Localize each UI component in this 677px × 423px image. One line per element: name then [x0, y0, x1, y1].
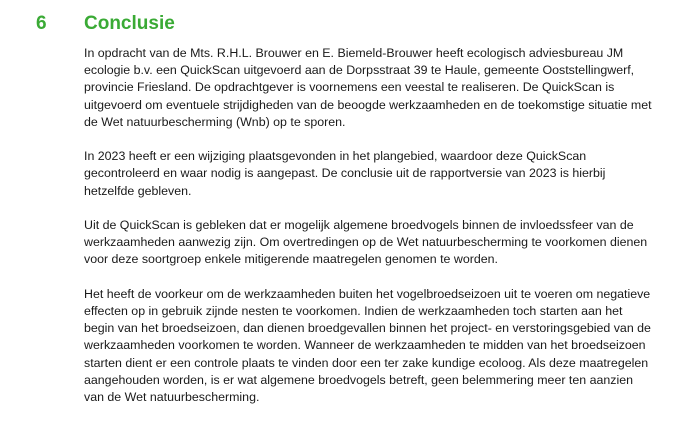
paragraph-recommendations: Het heeft de voorkeur om de werkzaamheden buiten het vogelbroedseizoen uit te voeren om negatieve effecten op in gebruik zijnde nesten te voorkomen. Indien de werkzaamheden toch starten aan het begin van het broedseizoen, dan dienen broedgevallen binnen het project- en verstoringsgebied van de werkzaamheden voorkomen te worden. Wanneer de werkzaamheden te midden van het broedseizoen starten dient er een controle plaats te vinden door een ter zake kundige ecoloog. Als deze maatregelen aangehouden worden, is er wat algemene broedvogels betreft, geen belemmering meer ten aanzien van de Wet natuurbescherming. — [84, 286, 651, 405]
paragraph-update-2023: In 2023 heeft er een wijziging plaatsgevonden in het plangebied, waardoor deze QuickScan gecontroleerd en waar nodig is aangepast. De conclusie uit de rapportversie van 2023 is hierbij hetzelfde gebleven. — [84, 149, 606, 198]
section-number: 6 — [36, 13, 47, 34]
paragraph-findings: Uit de QuickScan is gebleken dat er mogelijk algemene broedvogels binnen de invloedssfeer van de werkzaamheden aanwezig zijn. Om overtredingen op de Wet natuurbescherming te voorkomen dienen voor deze soortgroep enkele mitigerende maatregelen genomen te worden. — [84, 218, 648, 267]
paragraph-assignment: In opdracht van de Mts. R.H.L. Brouwer en E. Biemeld-Brouwer heeft ecologisch adviesbureau JM ecologie b.v. een QuickScan uitgevoerd aan de Dorpsstraat 39 te Haule, gemeente Ooststellingwerf, provincie Friesland. De opdrachtgever is voornemens een veestal te realiseren. De QuickScan is uitgevoerd om eventuele strijdigheden van de beoogde werkzaamheden en de toekomstige situatie met de Wet natuurbescherming (Wnb) op te sporen. — [84, 46, 652, 129]
section-heading — [36, 12, 175, 36]
section-body — [84, 45, 654, 423]
section-title: Conclusie — [84, 13, 175, 34]
